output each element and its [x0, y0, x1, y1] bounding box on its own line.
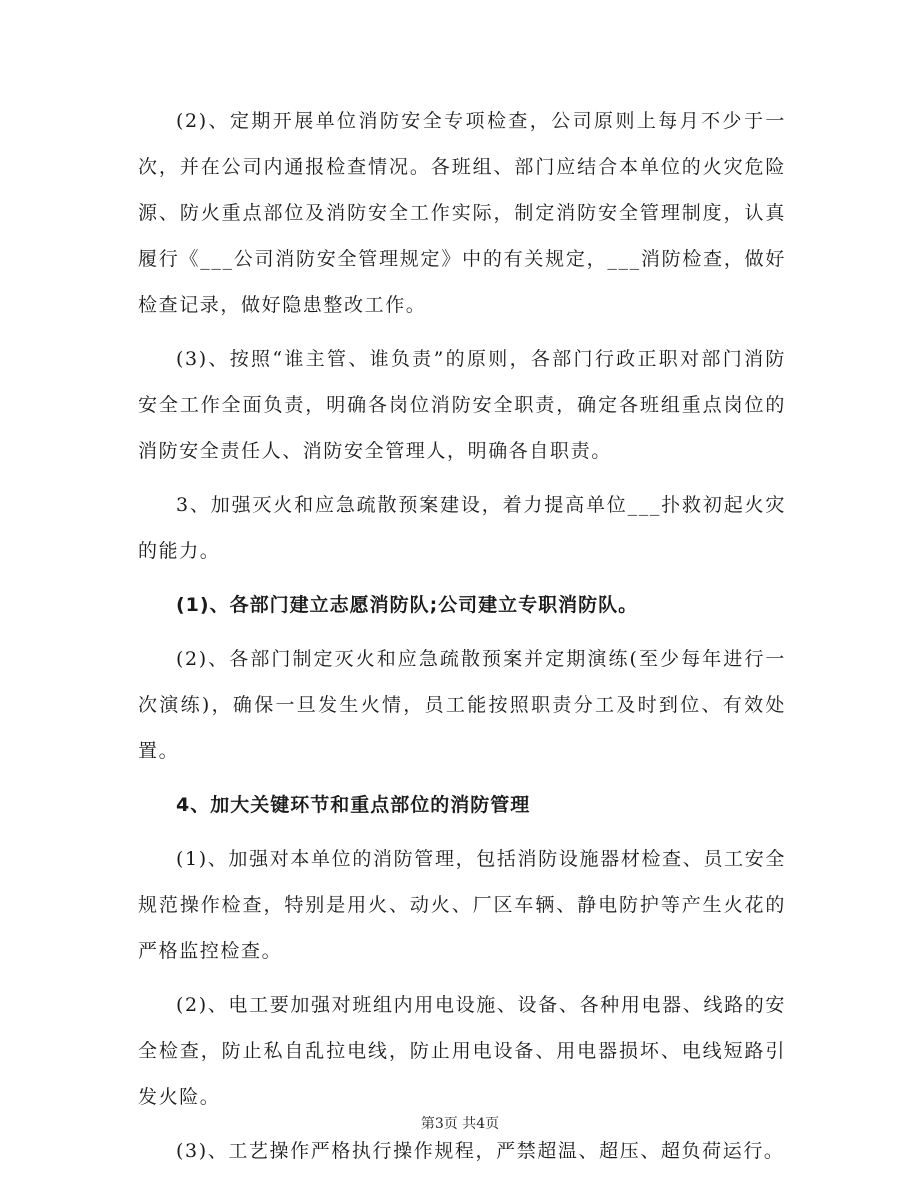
paragraph-fire-brigade: (1)、各部门建立志愿消防队;公司建立专职消防队。	[176, 594, 639, 616]
paragraph-process: (3)、工艺操作严格执行操作规程，严禁超温、超压、超负荷运行。	[176, 1140, 785, 1162]
paragraph-unit-management: (1)、加强对本单位的消防管理，包括消防设施器材检查、员工安全规范操作检查，特别是用火、动火、厂区车辆、静电防护等产生火花的严格监控检查。	[138, 848, 786, 962]
page-number: 第3页 共4页	[420, 1116, 500, 1132]
paragraph-drills: (2)、各部门制定灭火和应急疏散预案并定期演练(至少每年进行一次演练)，确保一旦发生火情，员工能按照职责分工及时到位、有效处置。	[138, 648, 786, 762]
section-heading-key-points: 4、加大关键环节和重点部位的消防管理	[176, 794, 531, 816]
paragraph-responsibility: (3)、按照“谁主管、谁负责”的原则，各部门行政正职对部门消防安全工作全面负责，明确各岗位消防安全职责，确定各班组重点岗位的消防安全责任人、消防安全管理人，明确各自职责。	[138, 348, 786, 462]
paragraph-inspection: (2)、定期开展单位消防安全专项检查，公司原则上每月不少于一次，并在公司内通报检查情况。各班组、部门应结合本单位的火灾危险源、防火重点部位及消防安全工作实际，制定消防安全管理制度，认真履行《___公司消防安全管理规定》中的有关规定，___消防检查，做好检查记录，做好隐患整改工作。	[138, 110, 786, 316]
document-body	[138, 98, 786, 1182]
paragraph-electrical: (2)、电工要加强对班组内用电设施、设备、各种用电器、线路的安全检查，防止私自乱拉电线，防止用电设备、用电器损坏、电线短路引发火险。	[138, 994, 786, 1108]
paragraph-emergency-plan: 3、加强灭火和应急疏散预案建设，着力提高单位___扑救初起火灾的能力。	[138, 494, 786, 562]
